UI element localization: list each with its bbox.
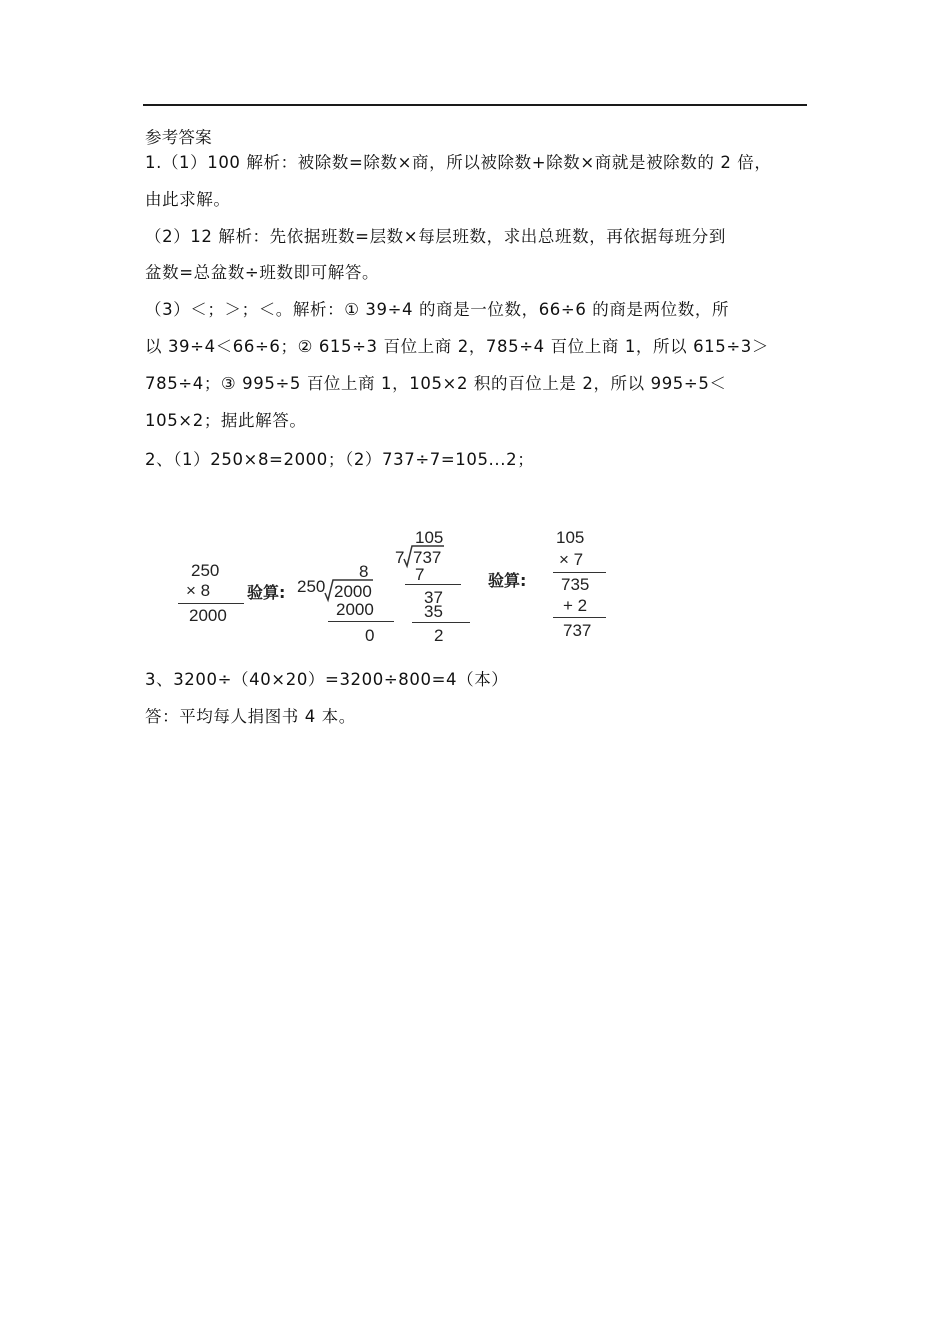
q1-line-5: （3）＜；＞；＜。解析：① 39÷4 的商是一位数，66÷6 的商是两位数，所 (145, 300, 730, 319)
header-rule (143, 104, 807, 106)
q3-line-1: 3、3200÷（40×20）=3200÷800=4（本） (145, 670, 509, 689)
calc-a-result: 2000 (189, 606, 227, 625)
calc-d-top: 105 (556, 528, 585, 547)
calc-d-multiplier: × 7 (559, 550, 584, 569)
calc-b-remainder: 0 (365, 626, 375, 645)
q1-line-7: 785÷4；③ 995÷5 百位上商 1，105×2 积的百位上是 2，所以 995÷5＜ (145, 374, 727, 393)
calc-b-divisor: 250 (297, 577, 326, 596)
calc-b-subtract: 2000 (336, 600, 374, 619)
q1-line-4: 盆数=总盆数÷班数即可解答。 (145, 263, 380, 282)
calc-c-divisor: 7 (395, 548, 405, 567)
calc-d-product: 735 (561, 575, 590, 594)
q2-line: 2、（1）250×8=2000；（2）737÷7=105...2； (145, 450, 535, 469)
calc-c-bar-1 (405, 584, 461, 585)
calc-b-bar (328, 621, 394, 622)
q1-line-3: （2）12 解析：先依据班数=层数×每层班数，求出总班数，再依据每班分到 (145, 227, 726, 246)
calc-c-quotient: 105 (415, 528, 444, 547)
check-label-2: 验算: (488, 571, 527, 590)
answer-heading: 参考答案 (145, 128, 212, 147)
calc-c-bring-down: 37 (424, 588, 443, 607)
calc-b-quotient: 8 (359, 562, 369, 581)
q3-answer: 答：平均每人捐图书 4 本。 (145, 707, 356, 726)
calc-c-remainder: 2 (434, 626, 444, 645)
calc-d-bar-1 (553, 572, 606, 573)
q1-line-2: 由此求解。 (145, 190, 231, 209)
calc-c-subtract-2: 35 (424, 602, 443, 621)
calc-b-dividend: 2000 (334, 582, 372, 601)
q1-line-6: 以 39÷4＜66÷6；② 615÷3 百位上商 2，785÷4 百位上商 1，所以 615÷3＞ (145, 337, 769, 356)
calc-d-result: 737 (563, 621, 592, 640)
calc-d-bar-2 (553, 617, 606, 618)
q1-line-1: 1.（1）100 解析：被除数=除数×商，所以被除数+除数×商就是被除数的 2 倍， (145, 153, 772, 172)
calc-a-top: 250 (191, 561, 220, 580)
calc-c-dividend: 737 (413, 548, 442, 567)
q1-line-8: 105×2；据此解答。 (145, 411, 307, 430)
calc-a-bar (178, 603, 244, 604)
check-label-1: 验算: (247, 583, 286, 602)
calc-d-addend: + 2 (563, 596, 588, 615)
calc-c-bar-2 (412, 622, 470, 623)
calc-a-multiplier: × 8 (186, 581, 211, 600)
calc-c-subtract-1: 7 (415, 565, 425, 584)
